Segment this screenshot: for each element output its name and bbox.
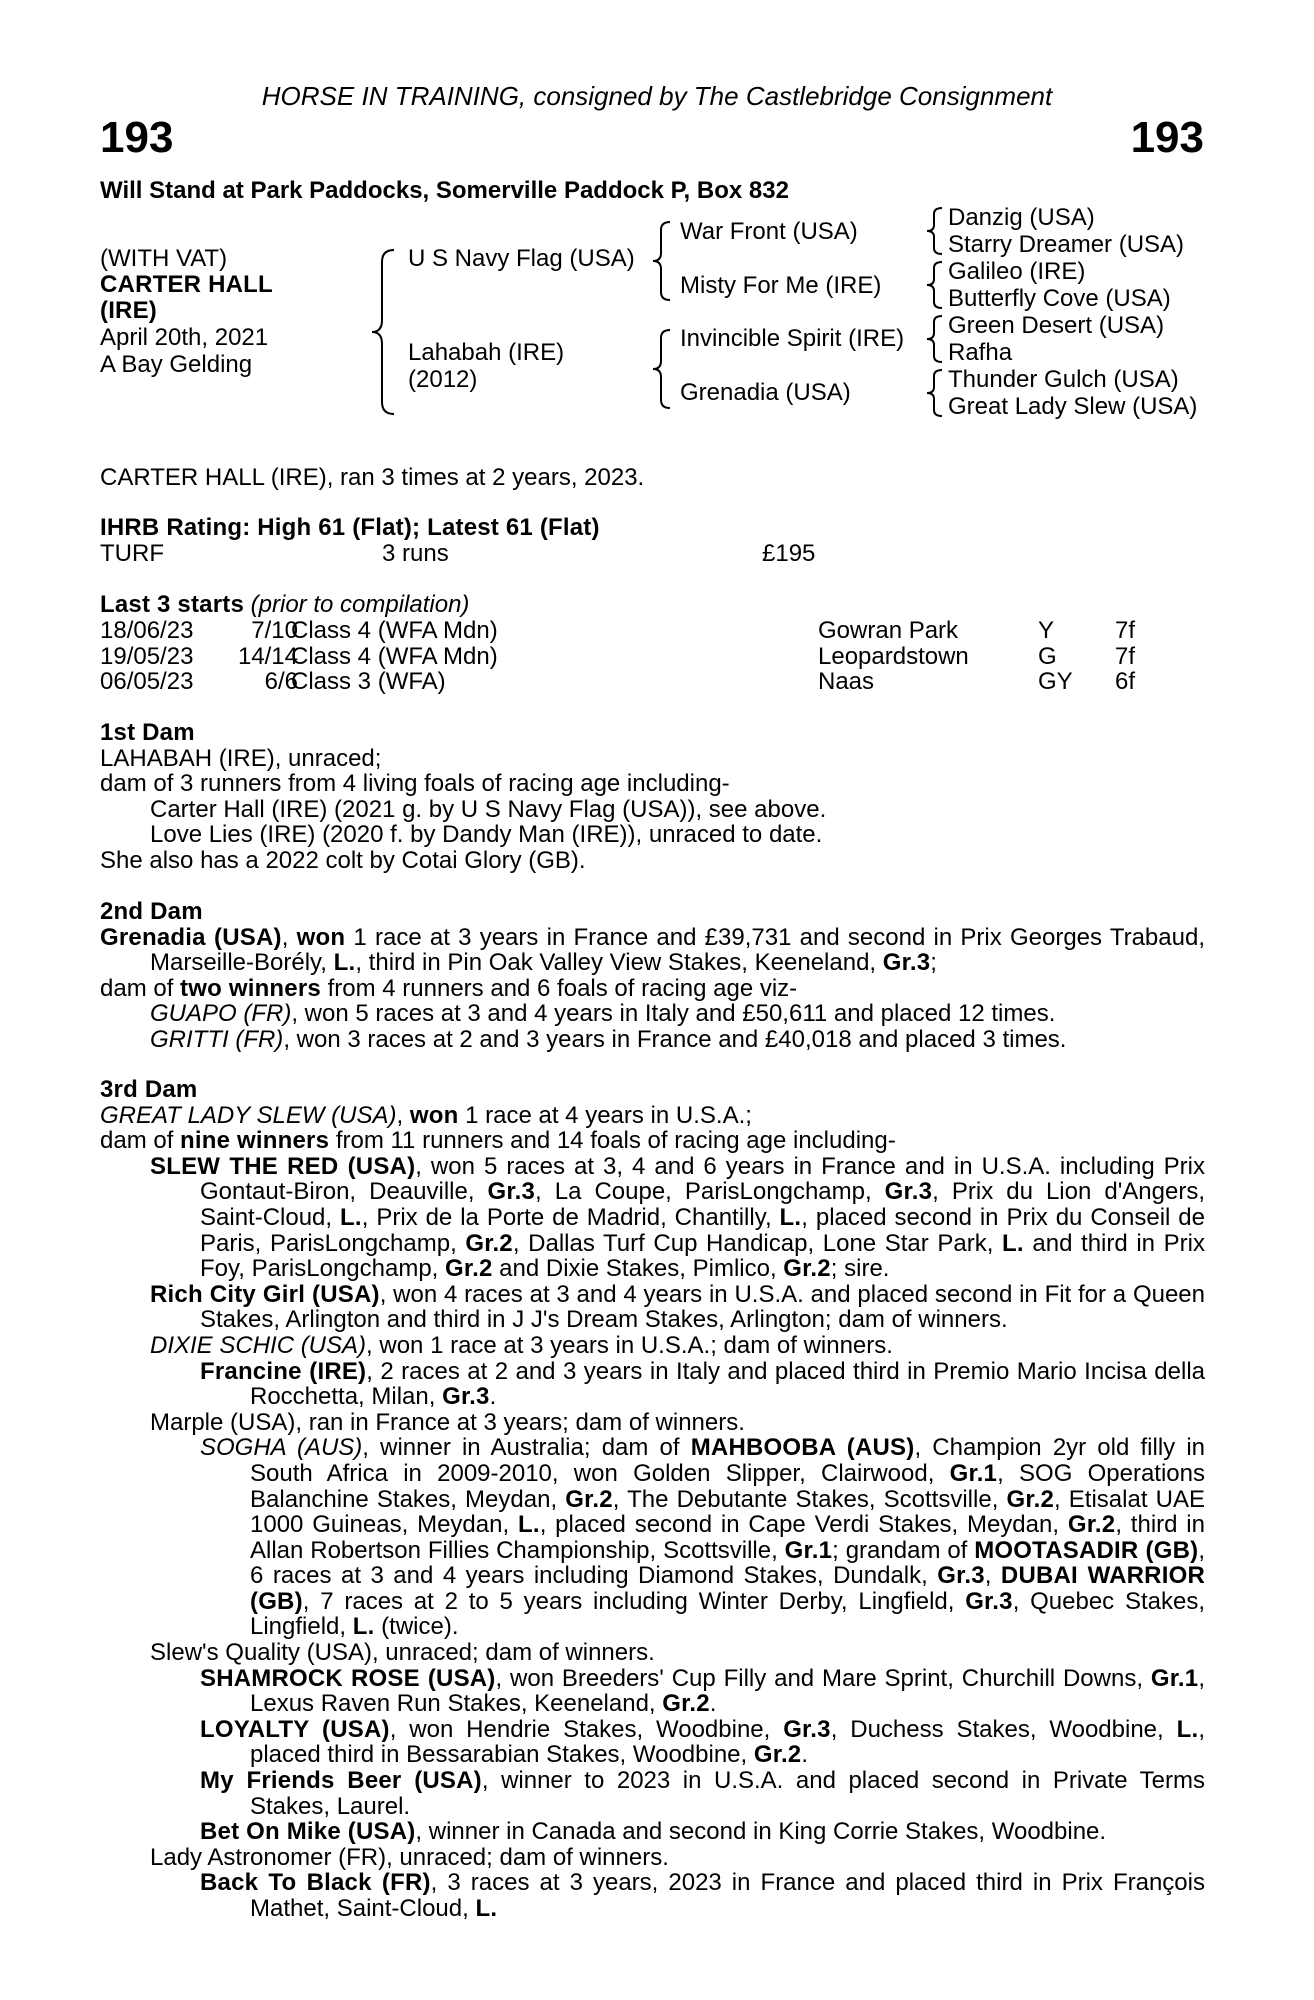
pedigree-brace-sire xyxy=(650,220,674,302)
start-distance: 6f xyxy=(1115,668,1136,696)
progeny-name: GRITTI (FR) xyxy=(150,1025,284,1053)
text: , La Coupe, ParisLongchamp, xyxy=(535,1178,885,1206)
first-dam-progeny: Love Lies (IRE) (2020 f. by Dandy Man (IRE)), unraced to date. xyxy=(150,821,823,849)
progeny-text xyxy=(150,1282,1205,1333)
progeny-text xyxy=(200,1666,1205,1717)
text: , won 5 races at 3 and 4 years in Italy and £50,611 and placed 12 times. xyxy=(291,1000,1056,1028)
text: , won 5 races at 3, 4 and 6 years in France and in U.S.A. including Prix Gontaut-Biron, Deauville, xyxy=(200,1152,1205,1206)
start-position: 14/14 xyxy=(237,642,298,670)
winners-count: nine winners xyxy=(180,1127,330,1155)
pedigree-brace-main xyxy=(368,248,398,416)
text: ; sire. xyxy=(830,1255,890,1283)
text: , Dallas Turf Cup Handicap, Lone Star Park, xyxy=(512,1229,1003,1257)
won-label: won xyxy=(296,923,346,951)
pedigree-g2: Starry Dreamer (USA) xyxy=(948,231,1185,258)
won-label: won xyxy=(409,1101,459,1129)
progeny-entry-sogha xyxy=(100,1435,1205,1640)
progeny-entry-shamrock-rose xyxy=(100,1666,1205,1717)
grade-label: Gr.2 xyxy=(445,1255,493,1283)
progeny-name: Francine (IRE) xyxy=(200,1357,367,1385)
progeny-text xyxy=(200,1870,1205,1921)
pedigree-g5: Green Desert (USA) xyxy=(948,312,1165,339)
pedigree-brace-g56 xyxy=(924,314,946,364)
text: , Lexus Raven Run Stakes, Keeneland, xyxy=(250,1664,1206,1718)
progeny-name: DUBAI WARRIOR (GB) xyxy=(250,1562,1205,1615)
text: , winner in Australia; dam of xyxy=(362,1434,691,1462)
grade-label: Gr.1 xyxy=(949,1459,998,1487)
second-dam-section xyxy=(100,899,1205,1053)
start-course: Leopardstown xyxy=(818,642,969,670)
progeny-text xyxy=(200,1435,1205,1640)
progeny-text xyxy=(150,1154,1205,1282)
listed-label: L. xyxy=(352,1613,375,1641)
grade-label: Gr.2 xyxy=(1067,1511,1116,1539)
pedigree-dam: Lahabah (IRE) xyxy=(408,339,565,366)
text: ; grandam of xyxy=(832,1536,975,1564)
pedigree-brace-g78 xyxy=(924,368,946,418)
pedigree-brace-g34 xyxy=(924,260,946,310)
start-position: 6/6 xyxy=(264,668,298,696)
grade-label: Gr.1 xyxy=(784,1536,833,1564)
progeny-entry-slew-the-red xyxy=(100,1154,1205,1282)
start-course: Gowran Park xyxy=(818,617,959,644)
progeny-entry-dixie-schic xyxy=(100,1333,1205,1359)
first-dam-heading: 1st Dam xyxy=(100,719,195,746)
text: , Prix du Lion d'Angers, Saint-Cloud, xyxy=(200,1178,1205,1231)
winners-count: two winners xyxy=(180,974,321,1002)
text: , winner in Canada and second in King Corrie Stakes, Woodbine. xyxy=(415,1818,1107,1846)
horse-name-suffix: (IRE) xyxy=(100,297,157,324)
start-distance: 7f xyxy=(1115,642,1136,670)
start-going: Y xyxy=(1038,617,1055,644)
progeny-entry-loyalty xyxy=(100,1717,1205,1768)
pedigree-g4: Butterfly Cove (USA) xyxy=(948,285,1171,312)
start-date: 19/05/23 xyxy=(100,642,194,670)
third-dam-heading: 3rd Dam xyxy=(100,1076,198,1103)
starts-heading-note: (prior to compilation) xyxy=(250,591,470,618)
text: , 3 races at 3 years, 2023 in France and placed third in Prix François Mathet, Saint-Cloud, xyxy=(250,1869,1205,1922)
first-dam-section xyxy=(100,720,1205,874)
second-dam-progeny xyxy=(100,1027,1205,1053)
first-dam-line: She also has a 2022 colt by Cotai Glory (GB). xyxy=(100,846,586,874)
grade-label: Gr.2 xyxy=(753,1741,802,1769)
pedigree-dam-year: (2012) xyxy=(408,366,478,393)
pedigree-sire-sire: War Front (USA) xyxy=(680,218,858,245)
text: , Etisalat UAE 1000 Guineas, Meydan, xyxy=(250,1485,1205,1539)
progeny-entry-lady-astronomer: Lady Astronomer (FR), unraced; dam of winners. xyxy=(150,1843,669,1871)
text: , 7 races at 2 to 5 years including Winter Derby, Lingfield, xyxy=(302,1587,966,1615)
listed-label: L. xyxy=(517,1511,540,1539)
second-dam-record: Grenadia (USA), won 1 race at 3 years in France and £39,731 and second in Prix Georges Trabaud, Marseille-Borély, L., third in Pin Oak Valley View Stakes, Keeneland, Gr.3; xyxy=(100,923,1205,977)
first-dam-line: dam of 3 runners from 4 living foals of racing age including- xyxy=(100,770,730,798)
text: , 6 races at 3 and 4 years including Diamond Stakes, Dundalk, xyxy=(250,1536,1205,1590)
progeny-entry-marple: Marple (USA), ran in France at 3 years; dam of winners. xyxy=(150,1408,745,1436)
starts-heading xyxy=(100,592,469,618)
start-date: 06/05/23 xyxy=(100,668,194,696)
grade-label: Gr.2 xyxy=(662,1690,710,1718)
text: , placed second in Cape Verdi Stakes, Meydan, xyxy=(539,1511,1068,1539)
grade-label: Gr.2 xyxy=(465,1229,513,1257)
second-dam-progeny xyxy=(100,1001,1205,1027)
second-dam-heading: 2nd Dam xyxy=(100,898,203,925)
start-position: 7/10 xyxy=(251,617,298,644)
pedigree-g3: Galileo (IRE) xyxy=(948,258,1086,285)
progeny-name: MAHBOOBA (AUS) xyxy=(690,1434,915,1462)
text: , Champion 2yr old filly in South Africa in 2009-2010, won Golden Slipper, Clairwood, xyxy=(250,1434,1205,1487)
listed-label: L. xyxy=(340,1203,362,1231)
grade-label: Gr.2 xyxy=(565,1485,613,1513)
text: , won 4 races at 3 and 4 years in U.S.A. and placed second in Fit for a Queen Stakes, Arlington and third in J J's Dream Stakes, Arlington; dam of winners. xyxy=(200,1280,1205,1334)
horse-description: A Bay Gelding xyxy=(100,351,253,378)
text: and Dixie Stakes, Pimlico, xyxy=(492,1255,784,1283)
progeny-text xyxy=(200,1717,1205,1768)
grade-label: Gr.3 xyxy=(965,1587,1013,1615)
start-race: Class 3 (WFA) xyxy=(291,668,446,696)
starts-table xyxy=(100,618,1205,695)
rating-prize: £195 xyxy=(762,540,816,567)
progeny-entry-rich-city-girl xyxy=(100,1282,1205,1333)
start-distance: 7f xyxy=(1115,617,1136,644)
table-row xyxy=(100,669,1205,695)
text: , placed second in Prix du Conseil de Paris, ParisLongchamp, xyxy=(200,1203,1205,1257)
progeny-name: SLEW THE RED (USA) xyxy=(150,1152,416,1180)
text: (twice). xyxy=(374,1613,459,1641)
text: , won Breeders' Cup Filly and Mare Sprint, Churchill Downs, xyxy=(495,1664,1151,1692)
progeny-name: My Friends Beer (USA) xyxy=(200,1767,482,1795)
progeny-name: Rich City Girl (USA) xyxy=(150,1280,380,1308)
progeny-text xyxy=(200,1768,1205,1819)
progeny-name: GUAPO (FR) xyxy=(150,1000,292,1028)
lot-number-right: 193 xyxy=(1130,113,1204,162)
progeny-name: MOOTASADIR (GB) xyxy=(974,1536,1199,1564)
text: , Quebec Stakes, Lingfield, xyxy=(250,1587,1205,1641)
grade-label: Gr.3 xyxy=(487,1178,536,1206)
text: , winner to 2023 in U.S.A. and placed second in Private Terms Stakes, Laurel. xyxy=(250,1767,1205,1820)
text: from 11 runners and 14 foals of racing age including- xyxy=(329,1127,896,1155)
catalogue-header: HORSE IN TRAINING, consigned by The Castlebridge Consignment xyxy=(261,81,1053,111)
stand-location: Will Stand at Park Paddocks, Somerville Paddock P, Box 832 xyxy=(100,177,789,204)
start-going: G xyxy=(1038,642,1057,670)
pedigree-g8: Great Lady Slew (USA) xyxy=(948,393,1198,420)
vat-note: (WITH VAT) xyxy=(100,245,228,272)
progeny-text xyxy=(200,1819,1205,1845)
pedigree-sire-dam: Misty For Me (IRE) xyxy=(680,272,882,299)
second-dam-offspring-summary xyxy=(100,976,1205,1002)
text: , 2 races at 2 and 3 years in Italy and placed third in Premio Mario Incisa della Rocchetta, Milan, xyxy=(250,1357,1205,1411)
pedigree-sire: U S Navy Flag (USA) xyxy=(408,245,635,272)
text: , third in Pin Oak Valley View Stakes, Keeneland, xyxy=(355,949,883,977)
start-date: 18/06/23 xyxy=(100,617,194,644)
text: , third in Allan Robertson Fillies Championship, Scottsville, xyxy=(250,1511,1205,1564)
grade-label: Gr.1 xyxy=(1150,1664,1199,1692)
foaling-date: April 20th, 2021 xyxy=(100,324,269,351)
progeny-text xyxy=(200,1359,1205,1410)
grade-label: Gr.2 xyxy=(1006,1485,1054,1513)
pedigree-g7: Thunder Gulch (USA) xyxy=(948,366,1179,393)
progeny-name: LOYALTY (USA) xyxy=(200,1715,390,1743)
listed-label: L. xyxy=(779,1203,802,1231)
progeny-entry-bet-on-mike xyxy=(100,1819,1205,1845)
pedigree-g1: Danzig (USA) xyxy=(948,204,1095,231)
text: dam of xyxy=(100,974,181,1002)
pedigree-brace-dam xyxy=(650,328,674,410)
progeny-name: SHAMROCK ROSE (USA) xyxy=(200,1664,496,1692)
progeny-name: Back To Black (FR) xyxy=(200,1869,431,1897)
start-course: Naas xyxy=(818,668,875,696)
listed-label: L. xyxy=(333,949,356,977)
grade-label: Gr.2 xyxy=(783,1255,831,1283)
text: 1 race at 4 years in U.S.A.; xyxy=(458,1101,752,1129)
rating-surface: TURF xyxy=(100,540,164,567)
listed-label: L. xyxy=(1002,1229,1024,1257)
race-summary: CARTER HALL (IRE), ran 3 times at 2 years, 2023. xyxy=(100,464,645,491)
text: , Duchess Stakes, Woodbine, xyxy=(830,1715,1177,1743)
lot-number-left: 193 xyxy=(100,113,174,162)
progeny-name: DIXIE SCHIC (USA) xyxy=(150,1331,367,1359)
rating-heading: IHRB Rating: High 61 (Flat); Latest 61 (Flat) xyxy=(100,514,600,541)
start-race: Class 4 (WFA Mdn) xyxy=(291,617,498,644)
pedigree-brace-g12 xyxy=(924,206,946,256)
start-race: Class 4 (WFA Mdn) xyxy=(291,642,498,670)
start-going: GY xyxy=(1038,668,1073,696)
first-dam-line: LAHABAH (IRE), unraced; xyxy=(100,744,382,772)
progeny-entry-my-friends-beer xyxy=(100,1768,1205,1819)
text: , SOG Operations Balanchine Stakes, Meydan, xyxy=(250,1459,1205,1513)
text: , The Debutante Stakes, Scottsville, xyxy=(612,1485,1007,1513)
text: ; xyxy=(930,949,937,977)
grade-label: Gr.3 xyxy=(884,1178,933,1206)
pedigree-g6: Rafha xyxy=(948,339,1013,366)
text: . xyxy=(709,1690,717,1718)
pedigree-dam-dam: Grenadia (USA) xyxy=(680,379,851,406)
text: , won Hendrie Stakes, Woodbine, xyxy=(389,1715,784,1743)
text: dam of xyxy=(100,1127,181,1155)
third-dam-record: GREAT LADY SLEW (USA), won 1 race at 4 years in U.S.A.; xyxy=(100,1101,752,1129)
starts-heading-bold: Last 3 starts xyxy=(100,591,244,618)
listed-label: L. xyxy=(1176,1715,1199,1743)
progeny-entry-back-to-black xyxy=(100,1870,1205,1921)
grade-label: Gr.3 xyxy=(783,1715,831,1743)
progeny-entry-francine xyxy=(100,1359,1205,1410)
first-dam-progeny: Carter Hall (IRE) (2021 g. by U S Navy Flag (USA)), see above. xyxy=(150,795,827,823)
progeny-name: Bet On Mike (USA) xyxy=(200,1818,416,1846)
horse-name: CARTER HALL xyxy=(100,271,273,298)
text: 1 race at 3 years in France and £39,731 and second in Prix Georges Trabaud, Marseille-Borély, xyxy=(150,923,1205,977)
grade-label: Gr.3 xyxy=(937,1562,985,1590)
grade-label: Gr.3 xyxy=(442,1383,490,1411)
text: , Prix de la Porte de Madrid, Chantilly, xyxy=(361,1203,780,1231)
third-dam-offspring-summary xyxy=(100,1128,1205,1154)
listed-label: L. xyxy=(475,1895,498,1922)
text: , won 3 races at 2 and 3 years in France and £40,018 and placed 3 times. xyxy=(283,1025,1067,1053)
third-dam-name: GREAT LADY SLEW (USA) xyxy=(100,1101,397,1129)
table-row xyxy=(100,644,1205,670)
rating-runs: 3 runs xyxy=(382,540,449,567)
pedigree-dam-sire: Invincible Spirit (IRE) xyxy=(680,325,905,352)
second-dam-name: Grenadia (USA) xyxy=(100,923,282,951)
text: , won 1 race at 3 years in U.S.A.; dam of winners. xyxy=(366,1331,893,1359)
table-row xyxy=(100,618,1205,644)
text: and third in Prix Foy, ParisLongchamp, xyxy=(200,1229,1205,1283)
text: , xyxy=(984,1562,1001,1590)
text: . xyxy=(489,1383,497,1411)
third-dam-section xyxy=(100,1077,1205,1922)
grade-label: Gr.3 xyxy=(882,949,931,977)
progeny-name: SOGHA (AUS) xyxy=(200,1434,363,1462)
text: , placed third in Bessarabian Stakes, Woodbine, xyxy=(250,1715,1205,1769)
progeny-entry-slews-quality: Slew's Quality (USA), unraced; dam of winners. xyxy=(150,1639,655,1667)
text: . xyxy=(801,1741,809,1769)
text: from 4 runners and 6 foals of racing age viz- xyxy=(320,974,798,1002)
progeny-text xyxy=(150,1333,1205,1359)
